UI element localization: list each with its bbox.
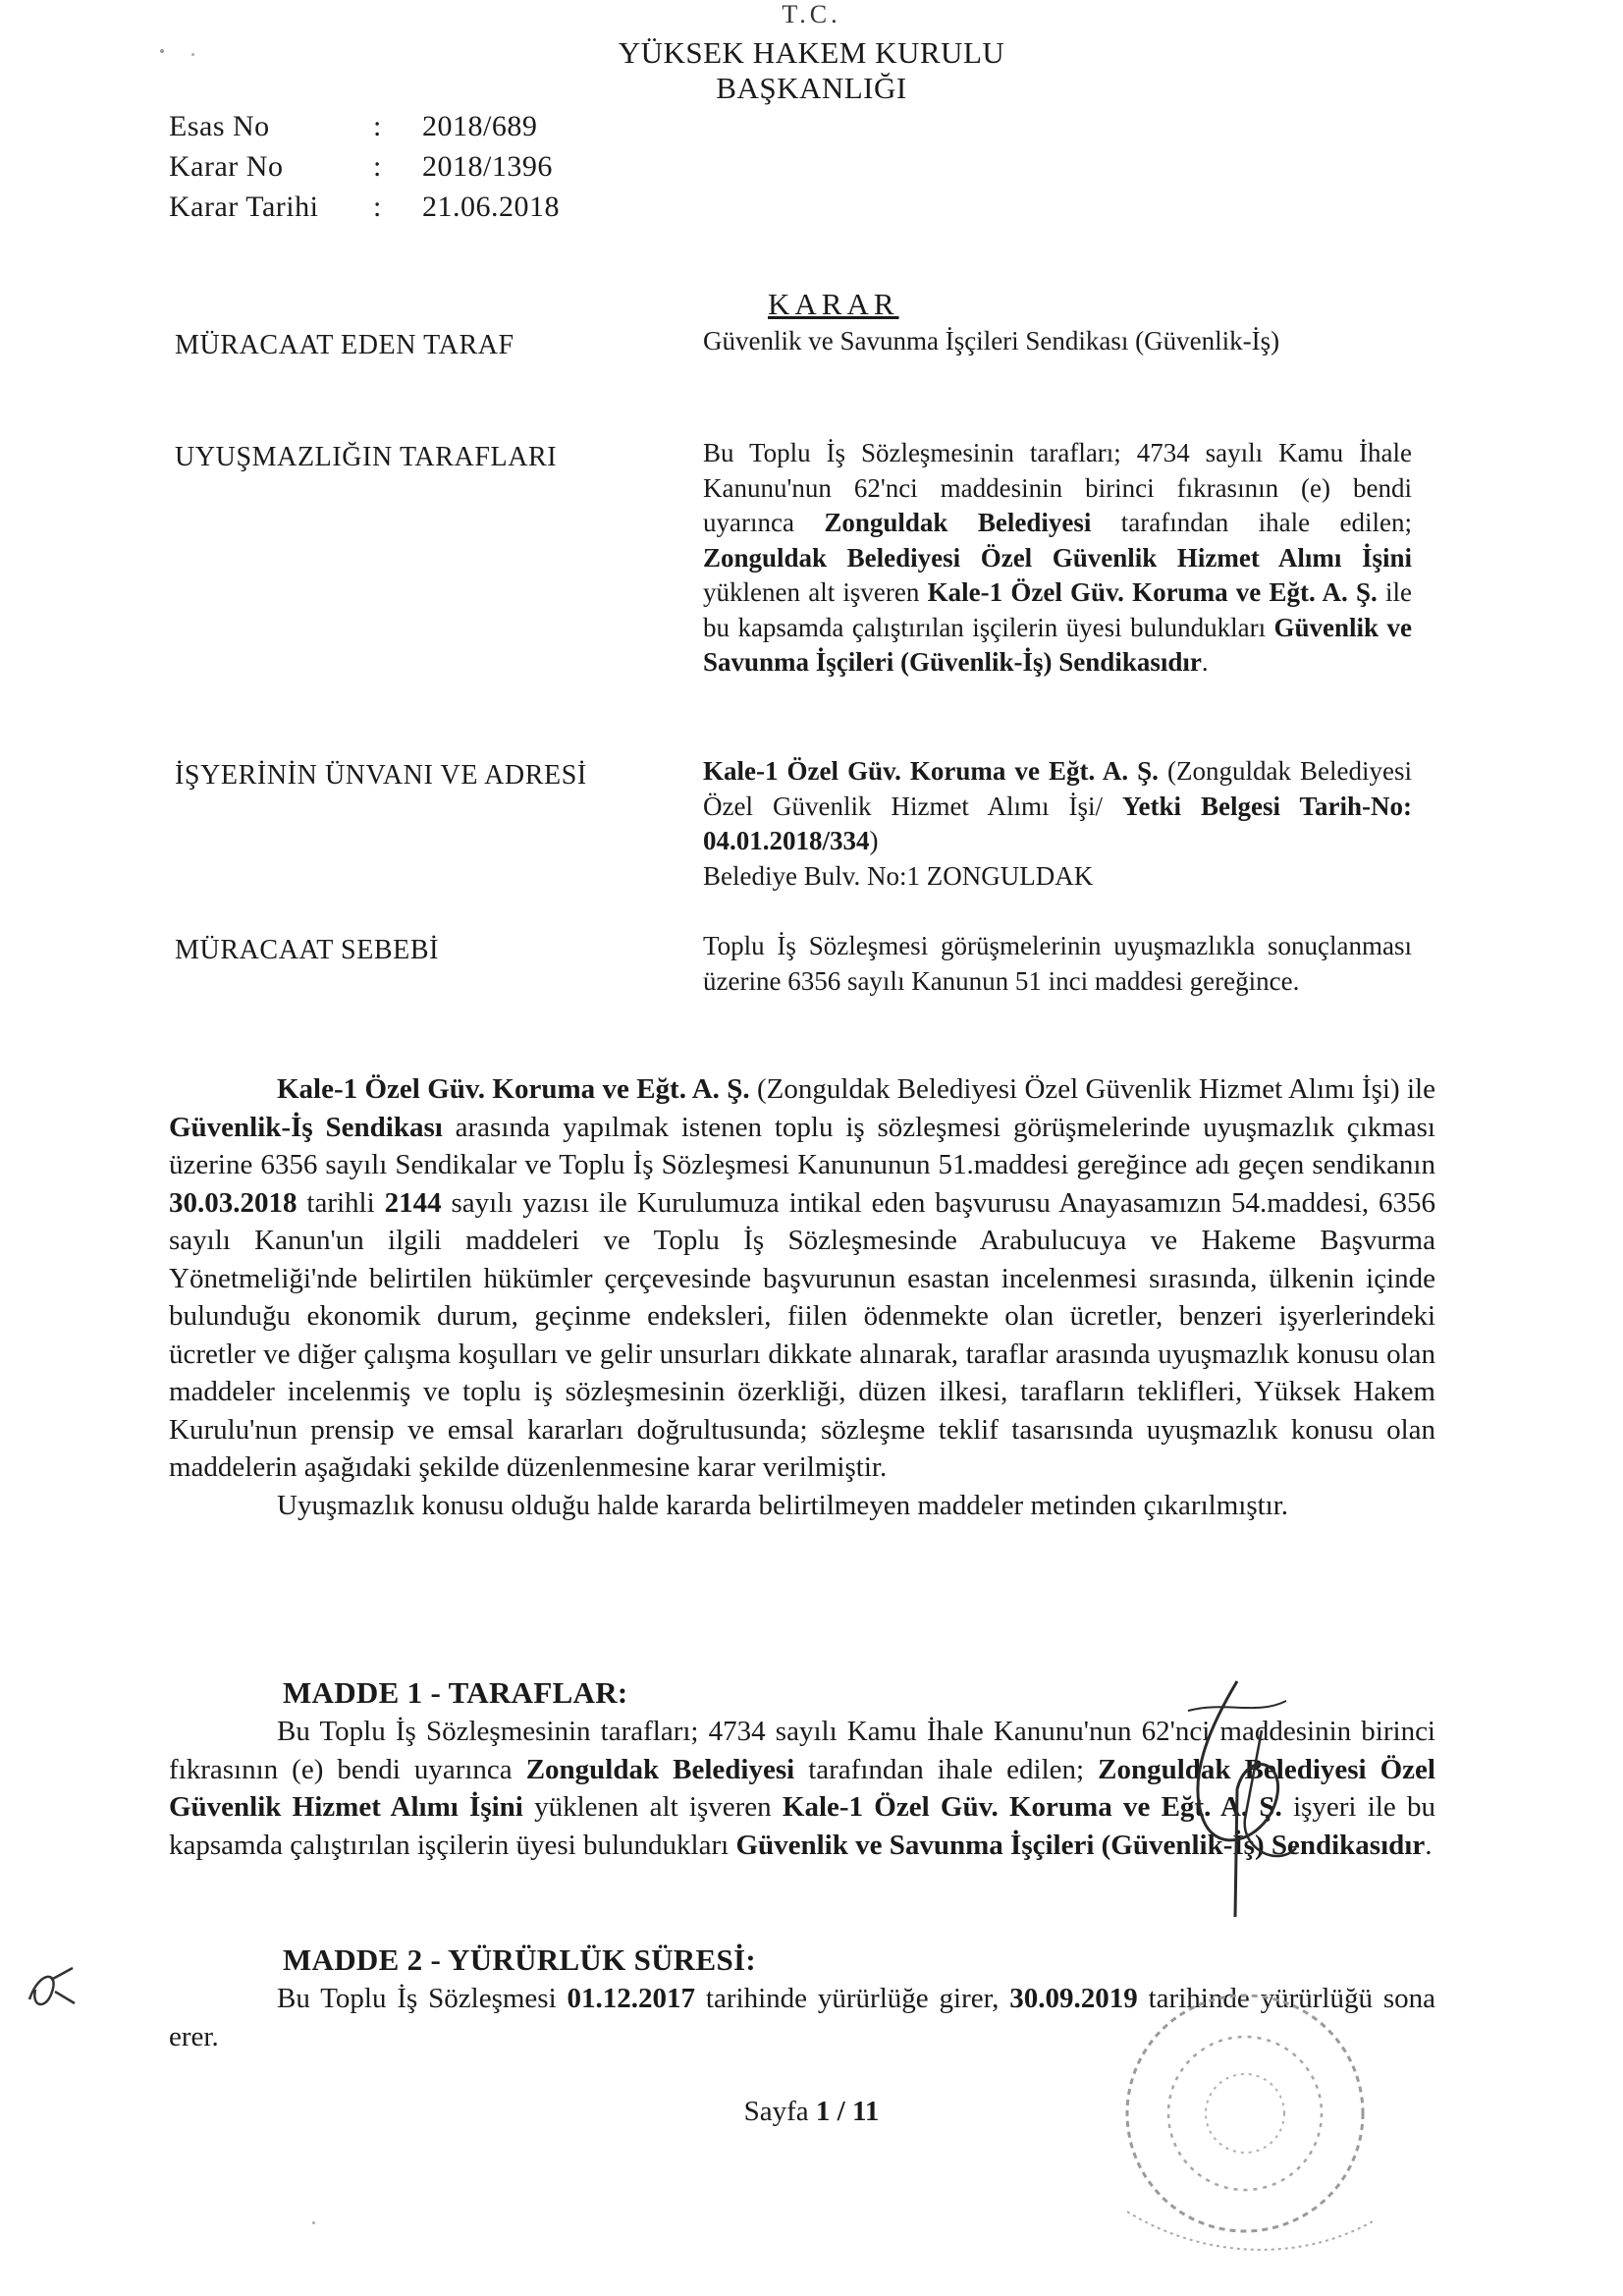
meta-label: Esas No (169, 110, 270, 142)
bold-run: Güvenlik ve Savunma İşçileri (Güvenlik-İş) Sendikasıdır (703, 612, 1412, 677)
field-label-workplace: İŞYERİNİN ÜNVANI VE ADRESİ (175, 760, 587, 791)
text-run: ) (869, 826, 879, 855)
bold-run: 30.03.2018 (169, 1186, 298, 1219)
intro-paragraph-removed-articles: Uyuşmazlık konusu olduğu halde kararda belirtilmeyen maddeler metinden çıkarılmıştır. (277, 1489, 1289, 1521)
text-run: yüklenen alt işveren (522, 1791, 783, 1823)
text-run: Bu Toplu İş Sözleşmesinin tarafları; 4734 sayılı Kamu İhale Kanunu'nun 62'nci maddesinin birinci fıkrasının (e) bendi uyarınca (703, 438, 1412, 537)
text-run: tarihinde yürürlüğü sona erer. (169, 1983, 1435, 2052)
bold-run: Zonguldak Belediyesi Özel Güvenlik Hizmet Alımı İşini (703, 542, 1412, 573)
bold-run: Kale-1 Özel Güv. Koruma ve Eğt. A. Ş. (277, 1073, 750, 1105)
text-run: tarafından ihale edilen; (794, 1753, 1099, 1785)
text-run: . (1201, 647, 1209, 677)
field-label-parties: UYUŞMAZLIĞIN TARAFLARI (175, 442, 558, 472)
text-run: Bu Toplu İş Sözleşmesinin tarafları; 4734 sayılı Kamu İhale Kanunu'nun 62'nci maddesinin birinci fıkrasının (e) bendi uyarınca (169, 1716, 1435, 1785)
meta-value: 2018/1396 (422, 150, 553, 183)
case-metadata (169, 106, 560, 227)
article-1-heading: MADDE 1 - TARAFLAR: (283, 1675, 628, 1710)
meta-value: 2018/689 (422, 110, 538, 142)
meta-separator: : (373, 191, 382, 223)
header-tc: T.C. (782, 0, 841, 28)
document-title: KARAR (768, 287, 899, 321)
meta-separator: : (373, 150, 382, 183)
field-label-applicant: MÜRACAAT EDEN TARAF (175, 330, 514, 360)
meta-row-karar (169, 146, 560, 187)
bold-run: Güvenlik ve Savunma İşçileri (Güvenlik-İş) Sendikasıdır (735, 1829, 1426, 1861)
field-value-workplace (703, 754, 1412, 894)
text-run: tarihli (297, 1186, 385, 1219)
workplace-address: Belediye Bulv. No:1 ZONGULDAK (703, 860, 1094, 891)
meta-separator: : (373, 110, 382, 142)
meta-value: 21.06.2018 (422, 191, 560, 223)
bold-run: Zonguldak Belediyesi Özel Güvenlik Hizmet Alımı İşini (169, 1753, 1435, 1823)
field-value-parties (703, 436, 1412, 681)
text-run: arasında yapılmak istenen toplu iş sözleşmesi görüşmelerinde uyuşmazlık çıkması üzerine 6356 sayılı Sendikalar ve Toplu İş Sözleşmesi Kanununun 51.maddesi gereğince adı geçen sendikanın (169, 1111, 1435, 1180)
bold-run: Yetki Belgesi Tarih-No: 04.01.2018/334 (703, 791, 1412, 855)
meta-label: Karar Tarihi (169, 191, 319, 223)
signature-icon (1168, 1671, 1316, 1927)
page-number: 1 / 11 (815, 2096, 880, 2127)
text-run: Bu Toplu İş Sözleşmesi (277, 1983, 568, 2014)
text-run: işyeri ile bu kapsamda çalıştırılan işçilerin üyesi bulundukları (169, 1791, 1435, 1861)
scan-speck (191, 53, 194, 56)
header-presidency: BAŞKANLIĞI (716, 71, 907, 105)
field-label-reason: MÜRACAAT SEBEBİ (175, 935, 440, 965)
article-2-heading: MADDE 2 - YÜRÜRLÜK SÜRESİ: (283, 1942, 757, 1977)
scan-speck (160, 49, 164, 53)
bold-run: Güvenlik-İş Sendikası (169, 1111, 443, 1143)
bold-run: 30.09.2019 (1009, 1983, 1138, 2014)
meta-label: Karar No (169, 150, 284, 183)
official-stamp-icon (1088, 1966, 1402, 2270)
bold-run: Kale-1 Özel Güv. Koruma ve Eğt. A. Ş. (782, 1791, 1282, 1823)
field-value-reason: Toplu İş Sözleşmesi görüşmelerinin uyuşmazlıkla sonuçlanması üzerine 6356 sayılı Kanunun 51 inci maddesi gereğince. (703, 931, 1412, 996)
meta-row-karar-tarihi (169, 187, 560, 227)
meta-row-esas (169, 106, 560, 146)
header-authority: YÜKSEK HAKEM KURULU (618, 35, 1005, 70)
bold-run: Kale-1 Özel Güv. Koruma ve Eğt. A. Ş. (703, 756, 1159, 786)
text-run: . (1425, 1829, 1433, 1861)
text-run: ile bu kapsamda çalıştırılan işçilerin üyesi bulundukları (703, 577, 1412, 642)
field-value-applicant: Güvenlik ve Savunma İşçileri Sendikası (Güvenlik-İş) (703, 326, 1280, 355)
intro-paragraph (169, 1070, 1435, 1487)
text-run: sayılı yazısı ile Kurulumuza intikal eden başvurusu Anayasamızın 54.maddesi, 6356 sayılı Kanun'un ilgili maddeleri ve Toplu İş Sözleşmesinde Arabulucuya ve Hakeme Başvurma Yönetmeliği'nde belirtilen hükümler çerçevesinde başvurunun esastan incelenmesi sırasında, ülkenin içinde bulunduğu ekonomik durum, geçinme endeksleri, fiilen ödenmekte olan ücretler, benzeri işyerlerindeki ücretler ve diğer çalışma koşulları ve gelir unsurları dikkate alınarak, taraflar arasında uyuşmazlık konusu olan maddeler incelenmiş ve toplu iş sözleşmesinin özerkliği, düzen ilkesi, tarafların teklifleri, Yüksek Hakem Kurulu'nun prensip ve emsal kararları doğrultusunda; sözleşme teklif tasarısında uyuşmazlık konusu olan maddelerin aşağıdaki şekilde düzenlenmesine karar verilmiştir. (169, 1186, 1435, 1483)
text-run: (Zonguldak Belediyesi Özel Güvenlik Hizmet Alımı İşi) ile (749, 1073, 1435, 1105)
handwritten-mark-icon (22, 1960, 81, 2019)
scan-speck (312, 2221, 315, 2224)
text-run: tarihinde yürürlüğe girer, (695, 1983, 1010, 2014)
text-run: tarafından ihale edilen; (1091, 508, 1412, 537)
text-run: yüklenen alt işveren (703, 577, 928, 607)
bold-run: Kale-1 Özel Güv. Koruma ve Eğt. A. Ş. (927, 577, 1378, 607)
bold-run: 2144 (384, 1186, 442, 1219)
page-label: Sayfa (743, 2096, 816, 2127)
bold-run: Zonguldak Belediyesi (525, 1753, 795, 1785)
decision-intro (169, 1070, 1435, 1524)
text-run: (Zonguldak Belediyesi Özel Güvenlik Hizmet Alımı İşi/ (703, 756, 1412, 821)
bold-run: Zonguldak Belediyesi (824, 508, 1092, 537)
bold-run: 01.12.2017 (567, 1983, 696, 2014)
